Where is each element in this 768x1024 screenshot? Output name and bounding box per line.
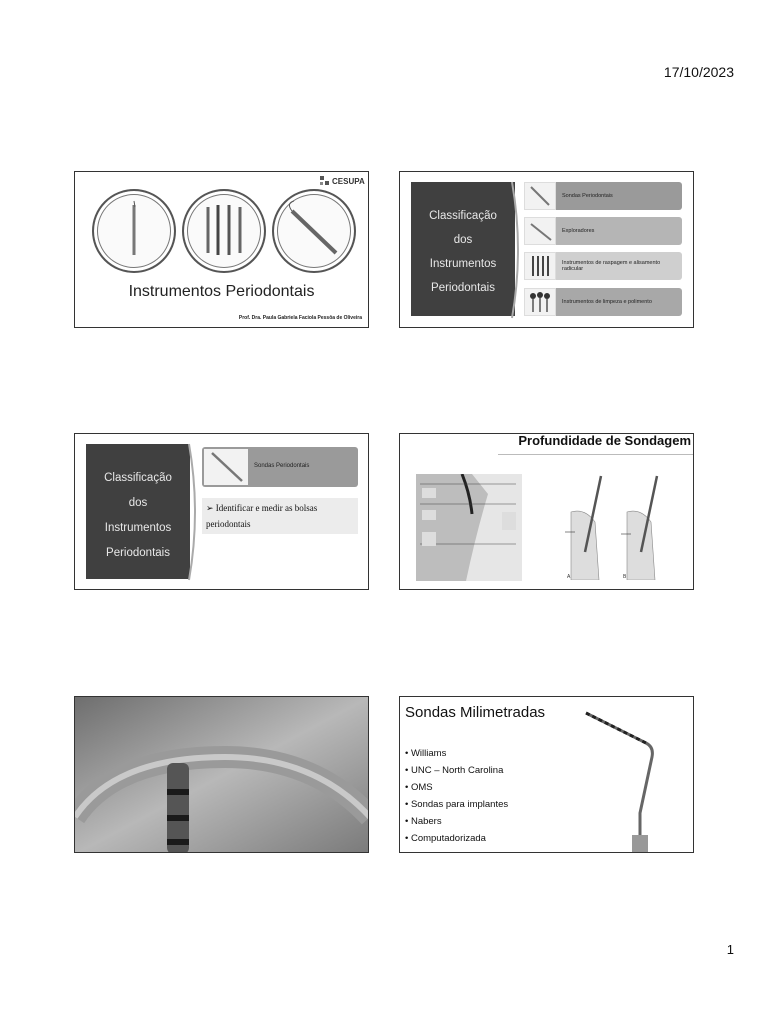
panel-line: Periodontais <box>431 282 495 294</box>
list-item: • OMS <box>405 779 508 796</box>
list-item: • Williams <box>405 745 508 762</box>
bullet-text: ➢ Identificar e medir as bolsas periodontais <box>202 498 358 534</box>
svg-text:CESUPA: CESUPA <box>332 177 365 186</box>
classification-panel <box>86 444 190 579</box>
slide-2-classification <box>399 171 694 328</box>
list-item: • Sondas para implantes <box>405 796 508 813</box>
svg-text:B: B <box>623 574 627 580</box>
slide-3-probes <box>74 433 369 590</box>
panel-line: Classificação <box>429 210 497 222</box>
classification-panel <box>411 182 515 316</box>
list-item: Sondas Periodontais <box>524 182 682 210</box>
panel-line: Instrumentos <box>429 258 497 270</box>
probe-thumbnail <box>524 182 556 210</box>
panel-line: Instrumentos <box>104 522 172 534</box>
arrow-bullet-icon: ➢ <box>206 503 216 513</box>
slide-4-probing-depth <box>399 433 694 590</box>
slide-5-clinical-photo <box>74 696 369 853</box>
slide-1-author: Prof. Dra. Paula Gabriela Faciola Pessôa de Oliveira <box>238 315 362 321</box>
explorer-image-circle <box>272 189 356 273</box>
panel-line: Periodontais <box>106 547 170 559</box>
polishing-thumbnail <box>524 288 556 316</box>
panel-line: Classificação <box>104 472 172 484</box>
cesupa-logo <box>320 174 366 188</box>
list-item-label: Sondas Periodontais <box>254 463 310 469</box>
panel-curve <box>187 442 201 582</box>
probe-insertion-diagram <box>565 472 669 580</box>
slide-6-millimeter-probes <box>399 696 694 853</box>
williams-probe-image <box>580 703 692 853</box>
list-item <box>202 447 358 487</box>
svg-text:A: A <box>567 574 571 580</box>
probe-thumbnail <box>204 449 248 485</box>
probe-types-list <box>405 745 508 847</box>
slide-1-heading: Instrumentos Periodontais <box>128 283 315 300</box>
page-number: 1 <box>726 942 734 957</box>
probe-in-sulcus-photo <box>75 697 369 853</box>
list-item: • UNC – North Carolina <box>405 762 508 779</box>
list-item: • Computadorizada <box>405 830 508 847</box>
scalers-image-circle <box>182 189 266 273</box>
list-item: Instrumentos de limpeza e polimento <box>524 288 682 316</box>
list-item: Instrumentos de raspagem e alisamento radicular <box>524 252 682 280</box>
slide-1-title <box>74 171 369 328</box>
probe-image-circle <box>92 189 176 273</box>
list-item: • Nabers <box>405 813 508 830</box>
panel-line: dos <box>128 497 148 509</box>
list-item: Exploradores <box>524 217 682 245</box>
panel-curve <box>510 180 524 320</box>
slide-4-heading: Profundidade de Sondagem <box>518 433 691 448</box>
explorer-thumbnail <box>524 217 556 245</box>
slide-6-heading: Sondas Milimetradas <box>405 704 546 721</box>
panel-line: dos <box>453 234 473 246</box>
title-underline <box>498 454 693 455</box>
page-date: 17/10/2023 <box>663 64 734 80</box>
scalers-thumbnail <box>524 252 556 280</box>
tooth-sulcus-diagram <box>416 474 522 581</box>
